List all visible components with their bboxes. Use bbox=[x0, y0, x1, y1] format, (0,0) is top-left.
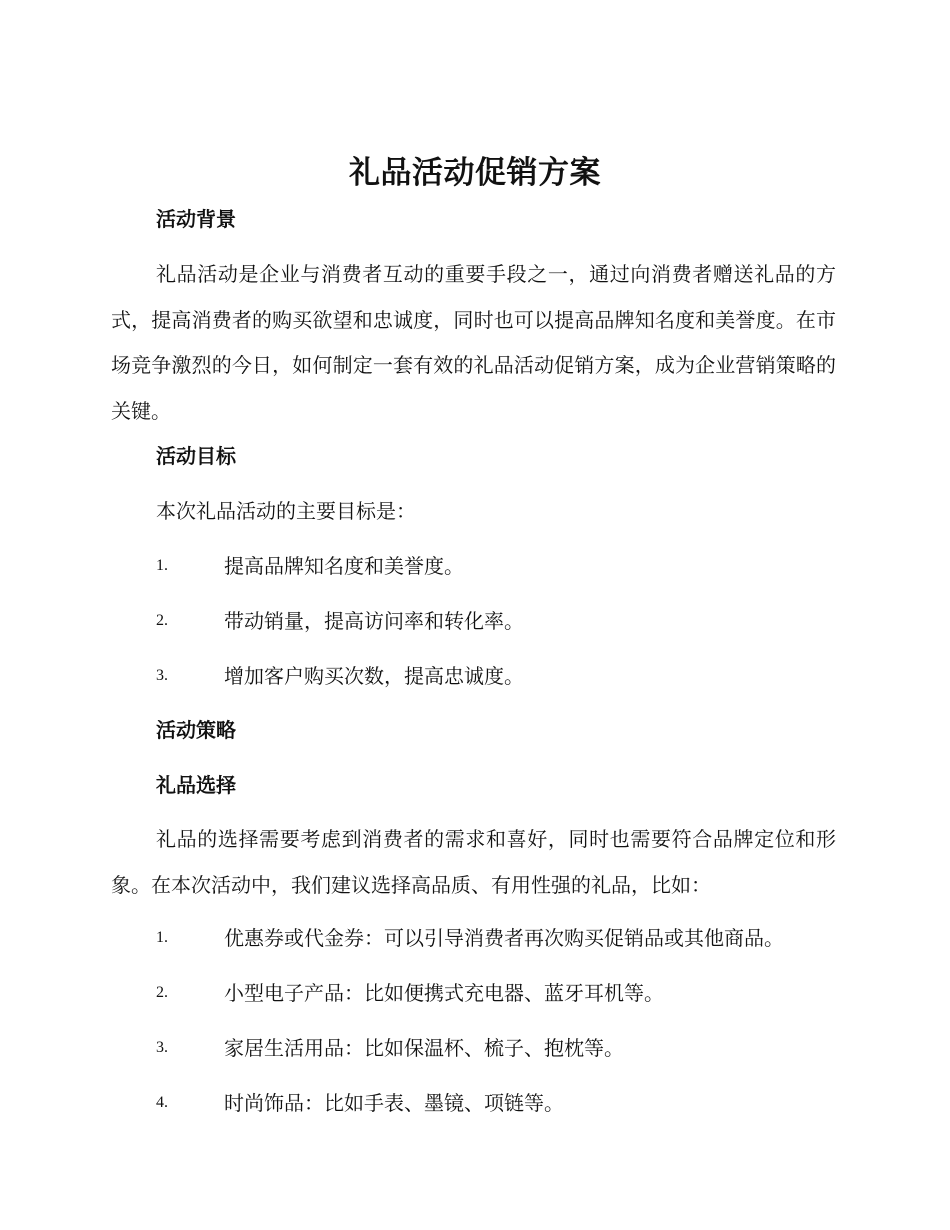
list-item-text: 提高品牌知名度和美誉度。 bbox=[224, 554, 464, 578]
list-number: 1. bbox=[156, 557, 168, 574]
paragraph-gift-selection: 礼品的选择需要考虑到消费者的需求和喜好，同时也需要符合品牌定位和形象。在本次活动中，我们建议选择高品质、有用性强的礼品，比如： bbox=[111, 827, 836, 897]
heading-gift-selection: 礼品选择 bbox=[156, 773, 236, 797]
document-title: 礼品活动促销方案 bbox=[349, 155, 601, 191]
goals-intro: 本次礼品活动的主要目标是： bbox=[156, 499, 416, 523]
list-number: 2. bbox=[156, 612, 168, 629]
list-item-text: 家居生活用品：比如保温杯、梳子、抱枕等。 bbox=[224, 1036, 624, 1060]
list-number: 3. bbox=[156, 667, 168, 684]
list-number: 2. bbox=[156, 984, 168, 1001]
heading-background: 活动背景 bbox=[156, 207, 236, 231]
list-item-text: 带动销量，提高访问率和转化率。 bbox=[224, 609, 524, 633]
list-item-text: 时尚饰品：比如手表、墨镜、项链等。 bbox=[224, 1091, 564, 1115]
list-number: 3. bbox=[156, 1039, 168, 1056]
list-item-text: 增加客户购买次数，提高忠诚度。 bbox=[224, 664, 524, 688]
list-number: 1. bbox=[156, 929, 168, 946]
list-item-text: 小型电子产品：比如便携式充电器、蓝牙耳机等。 bbox=[224, 981, 664, 1005]
heading-strategy: 活动策略 bbox=[156, 718, 236, 742]
paragraph-background: 礼品活动是企业与消费者互动的重要手段之一，通过向消费者赠送礼品的方式，提高消费者的购买欲望和忠诚度，同时也可以提高品牌知名度和美誉度。在市场竞争激烈的今日，如何制定一套有效的礼品活动促销方案，成为企业营销策略的关键。 bbox=[111, 262, 836, 424]
list-item-text: 优惠券或代金券：可以引导消费者再次购买促销品或其他商品。 bbox=[224, 926, 784, 950]
list-number: 4. bbox=[156, 1094, 168, 1111]
heading-goals: 活动目标 bbox=[156, 444, 236, 468]
